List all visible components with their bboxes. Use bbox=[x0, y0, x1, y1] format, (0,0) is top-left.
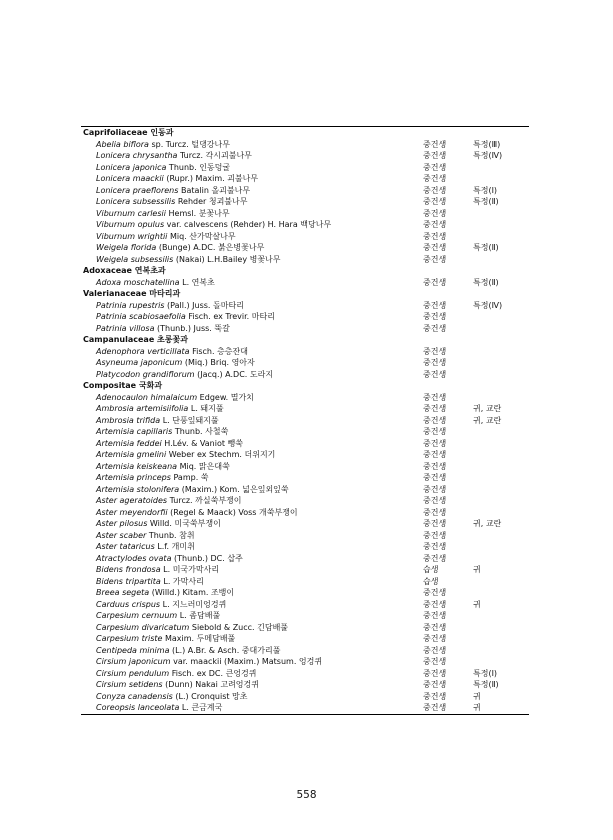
species-row bbox=[81, 196, 529, 208]
species-row bbox=[81, 564, 529, 576]
scientific-name: Lonicera maackii bbox=[96, 174, 164, 183]
author-and-korean-name: Thunb. 인동덩굴 bbox=[166, 162, 231, 172]
species-name bbox=[96, 231, 236, 243]
life-form: 중건생 bbox=[423, 542, 447, 551]
status-note: 특정(Ⅳ) bbox=[473, 151, 503, 160]
life-form: 중건생 bbox=[423, 427, 447, 436]
species-row bbox=[81, 530, 529, 542]
scientific-name: Conyza canadensis bbox=[96, 691, 173, 701]
scientific-name: Adenocaulon himalaicum bbox=[96, 392, 198, 402]
life-form: 중건생 bbox=[423, 346, 447, 356]
scientific-name: Lonicera subsessilis bbox=[96, 197, 176, 206]
scientific-name: Patrinia villosa bbox=[96, 323, 155, 333]
author-and-korean-name: Turcz. 까실쑥부쟁이 bbox=[167, 496, 242, 505]
species-row bbox=[81, 518, 529, 530]
species-row bbox=[81, 495, 529, 507]
life-form: 중건생 bbox=[423, 277, 447, 287]
species-row bbox=[81, 622, 529, 634]
species-table bbox=[81, 126, 529, 715]
life-form: 중건생 bbox=[423, 392, 447, 402]
species-name bbox=[96, 587, 234, 599]
author-and-korean-name: (Willd.) Kitam. 조뱅이 bbox=[149, 588, 235, 597]
species-name bbox=[96, 645, 280, 657]
author-and-korean-name: (Thunb.) Juss. 뚝갈 bbox=[154, 323, 230, 333]
species-name bbox=[96, 564, 219, 576]
author-and-korean-name: (Pall.) Juss. 돌마타리 bbox=[164, 300, 244, 310]
scientific-name: Weigela florida bbox=[96, 243, 157, 252]
author-and-korean-name: (Rupr.) Maxim. 괴불나무 bbox=[163, 174, 259, 183]
family-header: Adoxaceae 연복초과 bbox=[83, 266, 166, 275]
author-and-korean-name: var. calvescens (Rehder) H. Hara 백당나무 bbox=[164, 220, 332, 229]
species-row bbox=[81, 484, 529, 496]
author-and-korean-name: Fisch. ex Trevir. 마타리 bbox=[185, 312, 275, 321]
species-row bbox=[81, 691, 529, 703]
life-form: 중건생 bbox=[423, 323, 447, 333]
scientific-name: Coreopsis lanceolata bbox=[96, 703, 180, 712]
author-and-korean-name: L. 단풍잎돼지풀 bbox=[160, 415, 219, 425]
species-name bbox=[96, 392, 254, 404]
page-number: 558 bbox=[296, 789, 317, 801]
species-row bbox=[81, 553, 529, 565]
status-note: 귀 bbox=[473, 599, 481, 609]
family-header: Campanulaceae 초롱꽃과 bbox=[83, 335, 188, 344]
species-name bbox=[96, 576, 204, 588]
species-row bbox=[81, 231, 529, 243]
life-form: 중건생 bbox=[423, 461, 447, 471]
scientific-name: Ambrosia trifida bbox=[96, 415, 161, 425]
scientific-name: Artemisia keiskeana bbox=[96, 461, 178, 471]
species-row bbox=[81, 472, 529, 484]
species-row bbox=[81, 438, 529, 450]
author-and-korean-name: Pamp. 쑥 bbox=[170, 473, 209, 482]
scientific-name: Aster meyendorfii bbox=[96, 507, 168, 517]
species-row bbox=[81, 599, 529, 611]
author-and-korean-name: Edgew. 멸가치 bbox=[197, 392, 254, 402]
author-and-korean-name: Willd. 미국쑥부쟁이 bbox=[147, 519, 221, 528]
scientific-name: Cirsium setidens bbox=[96, 680, 163, 689]
scientific-name: Breea segeta bbox=[96, 588, 150, 597]
scientific-name: Carpesium cernuum bbox=[96, 611, 178, 620]
species-name bbox=[96, 196, 248, 208]
life-form: 중건생 bbox=[423, 404, 447, 413]
species-name bbox=[96, 530, 195, 542]
life-form: 중건생 bbox=[423, 530, 447, 540]
species-row bbox=[81, 403, 529, 415]
species-name bbox=[96, 300, 244, 312]
species-name bbox=[96, 369, 273, 381]
scientific-name: Aster pilosus bbox=[96, 519, 148, 528]
life-form: 중건생 bbox=[423, 243, 447, 252]
species-row bbox=[81, 541, 529, 553]
species-name bbox=[96, 656, 322, 668]
species-name bbox=[96, 461, 230, 473]
species-row bbox=[81, 392, 529, 404]
species-name bbox=[96, 139, 230, 151]
scientific-name: Viburnum carlesii bbox=[96, 208, 166, 218]
scientific-name: Artemisia stolonifera bbox=[96, 484, 180, 494]
author-and-korean-name: Miq. 맑은대쑥 bbox=[177, 461, 230, 471]
life-form: 중건생 bbox=[423, 519, 447, 528]
life-form: 중건생 bbox=[423, 680, 447, 689]
species-name bbox=[96, 150, 252, 162]
species-name bbox=[96, 472, 209, 484]
life-form: 중건생 bbox=[423, 162, 447, 172]
scientific-name: Carduus crispus bbox=[96, 599, 161, 609]
status-note: 귀 bbox=[473, 565, 481, 574]
species-row bbox=[81, 449, 529, 461]
species-name bbox=[96, 323, 230, 335]
life-form: 습생 bbox=[423, 565, 439, 574]
life-form: 중건생 bbox=[423, 668, 447, 678]
author-and-korean-name: Miq. 산가막살나무 bbox=[167, 231, 236, 241]
species-row bbox=[81, 426, 529, 438]
species-name bbox=[96, 633, 235, 645]
status-note: 특정(Ⅰ) bbox=[473, 185, 498, 195]
species-row bbox=[81, 633, 529, 645]
scientific-name: Artemisia feddei bbox=[96, 438, 162, 448]
scientific-name: Lonicera japonica bbox=[96, 162, 167, 172]
species-name bbox=[96, 668, 257, 680]
life-form: 중건생 bbox=[423, 438, 447, 448]
life-form: 중건생 bbox=[423, 415, 447, 425]
life-form: 중건생 bbox=[423, 645, 447, 655]
author-and-korean-name: sp. Turcz. 털댕강나무 bbox=[148, 139, 230, 149]
species-name bbox=[96, 541, 195, 553]
species-name bbox=[96, 311, 275, 323]
scientific-name: Asyneuma japonicum bbox=[96, 358, 183, 367]
family-header: Compositae 국화과 bbox=[83, 381, 163, 390]
status-note: 특정(Ⅳ) bbox=[473, 300, 503, 310]
author-and-korean-name: Siebold & Zucc. 긴담배풀 bbox=[189, 622, 289, 632]
scientific-name: Adenophora verticillata bbox=[96, 346, 190, 356]
scientific-name: Artemisia capillaris bbox=[96, 427, 173, 436]
species-row bbox=[81, 162, 529, 174]
species-name bbox=[96, 438, 243, 450]
life-form: 중건생 bbox=[423, 496, 447, 505]
author-and-korean-name: (Jacq.) A.DC. 도라지 bbox=[194, 369, 274, 379]
species-name bbox=[96, 518, 221, 530]
scientific-name: Artemisia princeps bbox=[96, 473, 171, 482]
species-name bbox=[96, 173, 258, 185]
life-form: 중건생 bbox=[423, 473, 447, 482]
species-name bbox=[96, 242, 264, 254]
author-and-korean-name: (L.) A.Br. & Asch. 중대가리풀 bbox=[169, 645, 281, 655]
author-and-korean-name: (Bunge) A.DC. 붉은병꽃나무 bbox=[156, 243, 265, 252]
species-name bbox=[96, 185, 250, 197]
life-form: 중건생 bbox=[423, 151, 447, 160]
life-form: 중건생 bbox=[423, 634, 447, 643]
species-row bbox=[81, 369, 529, 381]
author-and-korean-name: (Dunn) Nakai 고려엉겅퀴 bbox=[162, 680, 259, 689]
species-name bbox=[96, 691, 248, 703]
life-form: 중건생 bbox=[423, 369, 447, 379]
author-and-korean-name: L. 연복초 bbox=[179, 277, 215, 287]
author-and-korean-name: Rehder 청괴불나무 bbox=[175, 197, 248, 206]
species-row bbox=[81, 610, 529, 622]
life-form: 중건생 bbox=[423, 703, 447, 712]
species-row bbox=[81, 668, 529, 680]
life-form: 중건생 bbox=[423, 691, 447, 701]
author-and-korean-name: Maxim. 두메담배풀 bbox=[162, 634, 236, 643]
life-form: 중건생 bbox=[423, 220, 447, 229]
life-form: 중건생 bbox=[423, 450, 447, 459]
life-form: 중건생 bbox=[423, 231, 447, 241]
species-name bbox=[96, 610, 220, 622]
life-form: 중건생 bbox=[423, 622, 447, 632]
species-name bbox=[96, 553, 243, 565]
author-and-korean-name: (Maxim.) Kom. 넓은잎외잎쑥 bbox=[179, 484, 289, 494]
status-note: 귀 bbox=[473, 691, 481, 701]
scientific-name: Artemisia gmelini bbox=[96, 450, 167, 459]
species-name bbox=[96, 495, 242, 507]
author-and-korean-name: (Thunb.) DC. 삽주 bbox=[171, 553, 243, 563]
author-and-korean-name: L.f. 개미취 bbox=[154, 542, 195, 551]
life-form: 중건생 bbox=[423, 507, 447, 517]
species-row bbox=[81, 254, 529, 266]
author-and-korean-name: Weber ex Stechm. 더위지기 bbox=[166, 450, 276, 459]
family-header: Valerianaceae 마타리과 bbox=[83, 289, 181, 298]
author-and-korean-name: L. 큰금계국 bbox=[179, 703, 223, 712]
scientific-name: Adoxa moschatellina bbox=[96, 277, 180, 287]
life-form: 중건생 bbox=[423, 657, 447, 666]
life-form: 중건생 bbox=[423, 139, 447, 149]
species-name bbox=[96, 622, 288, 634]
species-row bbox=[81, 415, 529, 427]
author-and-korean-name: L. 미국가막사리 bbox=[160, 565, 220, 574]
scientific-name: Ambrosia artemisiifolia bbox=[96, 404, 189, 413]
species-row bbox=[81, 702, 529, 714]
species-row bbox=[81, 185, 529, 197]
author-and-korean-name: L. 좀담배풀 bbox=[177, 611, 221, 620]
status-note: 특정(Ⅰ) bbox=[473, 668, 498, 678]
author-and-korean-name: Batalin 올괴불나무 bbox=[178, 185, 251, 195]
species-name bbox=[96, 357, 255, 369]
author-and-korean-name: Fisch. ex DC. 큰엉겅퀴 bbox=[169, 668, 257, 678]
scientific-name: Platycodon grandiflorum bbox=[96, 369, 195, 379]
life-form: 중건생 bbox=[423, 300, 447, 310]
status-note: 특정(Ⅱ) bbox=[473, 197, 499, 206]
status-note: 귀, 교란 bbox=[473, 519, 502, 528]
life-form: 중건생 bbox=[423, 254, 447, 264]
species-row bbox=[81, 357, 529, 369]
scientific-name: Weigela subsessilis bbox=[96, 254, 174, 264]
species-row bbox=[81, 656, 529, 668]
life-form: 중건생 bbox=[423, 588, 447, 597]
scientific-name: Aster scaber bbox=[96, 530, 147, 540]
species-row bbox=[81, 576, 529, 588]
species-name bbox=[96, 254, 281, 266]
species-row bbox=[81, 311, 529, 323]
species-name bbox=[96, 599, 226, 611]
author-and-korean-name: Turcz. 각시괴불나무 bbox=[177, 151, 252, 160]
life-form: 중건생 bbox=[423, 599, 447, 609]
scientific-name: Patrinia rupestris bbox=[96, 300, 165, 310]
life-form: 중건생 bbox=[423, 197, 447, 206]
scientific-name: Aster tataricus bbox=[96, 542, 155, 551]
species-name bbox=[96, 277, 215, 289]
author-and-korean-name: (L.) Cronquist 망초 bbox=[172, 691, 248, 701]
species-row bbox=[81, 219, 529, 231]
scientific-name: Cirsium pendulum bbox=[96, 668, 170, 678]
species-row bbox=[81, 645, 529, 657]
life-form: 중건생 bbox=[423, 611, 447, 620]
scientific-name: Aster ageratoides bbox=[96, 496, 168, 505]
scientific-name: Carpesium divaricatum bbox=[96, 622, 190, 632]
scientific-name: Patrinia scabiosaefolia bbox=[96, 312, 186, 321]
life-form: 중건생 bbox=[423, 484, 447, 494]
species-row bbox=[81, 323, 529, 335]
author-and-korean-name: Thunb. 참취 bbox=[146, 530, 195, 540]
author-and-korean-name: L. 돼지풀 bbox=[188, 404, 224, 413]
species-row bbox=[81, 242, 529, 254]
species-name bbox=[96, 507, 298, 519]
status-note: 특정(Ⅱ) bbox=[473, 277, 499, 287]
author-and-korean-name: (Nakai) L.H.Bailey 병꽃나무 bbox=[173, 254, 281, 264]
life-form: 중건생 bbox=[423, 553, 447, 563]
scientific-name: Cirsium japonicum bbox=[96, 657, 171, 666]
scientific-name: Bidens tripartita bbox=[96, 576, 161, 586]
species-name bbox=[96, 219, 331, 231]
scientific-name: Viburnum wrightii bbox=[96, 231, 168, 241]
scientific-name: Carpesium triste bbox=[96, 634, 163, 643]
scientific-name: Lonicera chrysantha bbox=[96, 151, 178, 160]
species-row bbox=[81, 173, 529, 185]
life-form: 중건생 bbox=[423, 312, 447, 321]
life-form: 중건생 bbox=[423, 358, 447, 367]
species-row bbox=[81, 346, 529, 358]
status-note: 귀 bbox=[473, 703, 481, 712]
species-name bbox=[96, 346, 248, 358]
species-name bbox=[96, 679, 259, 691]
status-note: 특정(Ⅱ) bbox=[473, 243, 499, 252]
scientific-name: Atractylodes ovata bbox=[96, 553, 172, 563]
scientific-name: Bidens frondosa bbox=[96, 565, 161, 574]
author-and-korean-name: Thunb. 사철쑥 bbox=[172, 427, 229, 436]
species-row bbox=[81, 150, 529, 162]
species-name bbox=[96, 426, 228, 438]
species-row bbox=[81, 461, 529, 473]
scientific-name: Abelia biflora bbox=[96, 139, 149, 149]
species-name bbox=[96, 208, 230, 220]
scientific-name: Viburnum opulus bbox=[96, 220, 165, 229]
life-form: 중건생 bbox=[423, 208, 447, 218]
status-note: 특정(Ⅲ) bbox=[473, 139, 501, 149]
species-name bbox=[96, 702, 222, 714]
species-row bbox=[81, 507, 529, 519]
species-row bbox=[81, 300, 529, 312]
species-name bbox=[96, 484, 289, 496]
species-row bbox=[81, 208, 529, 220]
author-and-korean-name: L. 지느러미엉겅퀴 bbox=[160, 599, 227, 609]
author-and-korean-name: (Miq.) Briq. 영아자 bbox=[182, 358, 255, 367]
species-name bbox=[96, 415, 219, 427]
species-name bbox=[96, 162, 230, 174]
scientific-name: Lonicera praeflorens bbox=[96, 185, 179, 195]
species-row bbox=[81, 277, 529, 289]
life-form: 중건생 bbox=[423, 174, 447, 183]
author-and-korean-name: Fisch. 층층잔대 bbox=[189, 346, 248, 356]
family-header: Caprifoliaceae 인동과 bbox=[83, 128, 174, 137]
scientific-name: Centipeda minima bbox=[96, 645, 170, 655]
author-and-korean-name: var. maackii (Maxim.) Matsum. 엉겅퀴 bbox=[170, 657, 323, 666]
species-row bbox=[81, 139, 529, 151]
status-note: 귀, 교란 bbox=[473, 415, 502, 425]
life-form: 중건생 bbox=[423, 185, 447, 195]
author-and-korean-name: H.Lév. & Vaniot 뺑쑥 bbox=[161, 438, 243, 448]
species-row bbox=[81, 587, 529, 599]
species-name bbox=[96, 449, 275, 461]
status-note: 특정(Ⅱ) bbox=[473, 680, 499, 689]
author-and-korean-name: L. 가막사리 bbox=[160, 576, 204, 586]
species-row bbox=[81, 679, 529, 691]
species-name bbox=[96, 403, 224, 415]
status-note: 귀, 교란 bbox=[473, 404, 502, 413]
life-form: 습생 bbox=[423, 576, 439, 586]
author-and-korean-name: (Regel & Maack) Voss 개쑥부쟁이 bbox=[167, 507, 298, 517]
author-and-korean-name: Hemsl. 분꽃나무 bbox=[165, 208, 230, 218]
